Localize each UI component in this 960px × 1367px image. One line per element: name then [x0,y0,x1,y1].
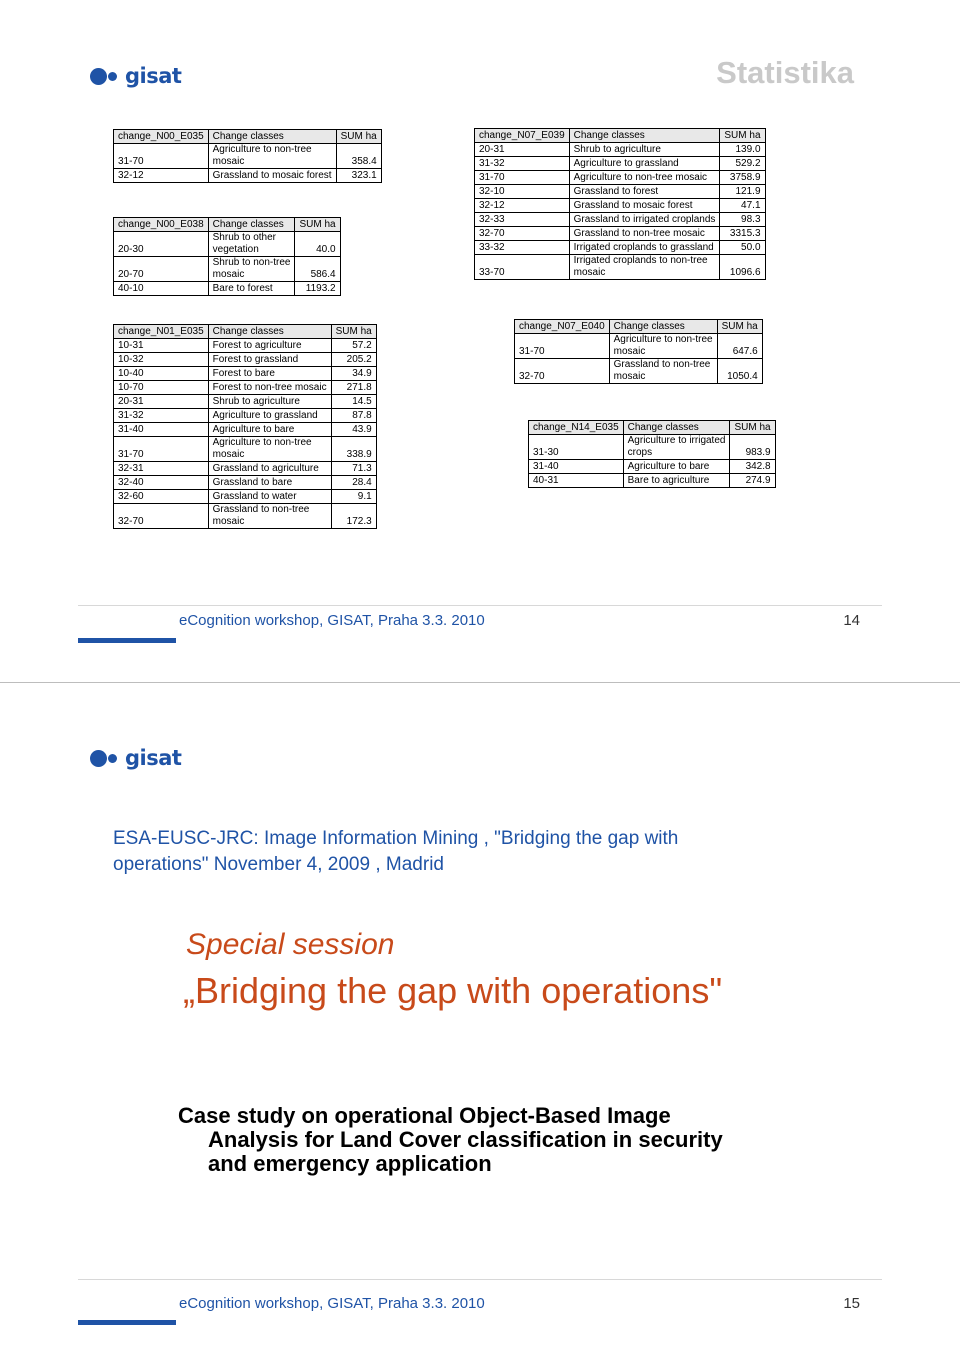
sum-ha-cell: 172.3 [331,504,376,529]
change-class-cell: Grassland to non-tree mosaic [569,227,720,241]
change-code-cell: 20-30 [114,232,209,257]
table-row [114,232,341,257]
table-row [475,143,766,157]
table-row [475,199,766,213]
change-class-cell: Irrigated croplands to non-tree mosaic [569,255,720,280]
sum-ha-cell: 586.4 [295,257,340,282]
footer-accent-bar [78,638,176,643]
table-row [114,353,377,367]
change-code-cell: 10-31 [114,339,209,353]
change-code-cell: 31-70 [515,334,610,359]
logo-dot-small [108,72,117,81]
stats-table [113,217,341,296]
change-code-cell: 31-32 [475,157,570,171]
sum-ha-cell: 9.1 [331,490,376,504]
change-class-cell: Agriculture to non-tree mosaic [208,144,336,169]
table-header-cell: Change classes [609,320,717,334]
change-class-cell: Forest to agriculture [208,339,331,353]
change-code-cell: 40-31 [529,474,624,488]
change-class-cell: Grassland to irrigated croplands [569,213,720,227]
sum-ha-cell: 205.2 [331,353,376,367]
table-row [475,255,766,280]
table-header-cell: SUM ha [730,421,775,435]
table-row [114,490,377,504]
logo-dot-large [90,68,107,85]
table-row [114,423,377,437]
table-row [114,504,377,529]
table-header-cell: change_N07_E040 [515,320,610,334]
case-study-title [178,1104,723,1176]
logo-dot-large [90,750,107,767]
table-row [475,171,766,185]
table-header-row [114,130,382,144]
change-class-cell: Grassland to non-tree mosaic [208,504,331,529]
change-code-cell: 32-70 [114,504,209,529]
conference-line: ESA-EUSC-JRC: Image Information Mining , "Bridging the gap with [113,828,679,849]
table-header-row [529,421,776,435]
table-row [114,339,377,353]
change-class-cell: Forest to bare [208,367,331,381]
change-code-cell: 32-40 [114,476,209,490]
table-header-cell: Change classes [208,130,336,144]
change-class-cell: Agriculture to grassland [208,409,331,423]
change-code-cell: 31-70 [114,437,209,462]
slide-title: Statistika [716,55,854,90]
change-class-cell: Grassland to bare [208,476,331,490]
table-header-cell: change_N00_E038 [114,218,209,232]
change-class-cell: Shrub to agriculture [208,395,331,409]
table-row [475,157,766,171]
change-class-cell: Grassland to water [208,490,331,504]
sum-ha-cell: 983.9 [730,435,775,460]
table-row [114,257,341,282]
table-header-cell: SUM ha [717,320,762,334]
table-row [529,435,776,460]
change-class-cell: Agriculture to irrigated crops [623,435,730,460]
change-code-cell: 31-70 [114,144,209,169]
table-row [114,409,377,423]
sum-ha-cell: 647.6 [717,334,762,359]
table-header-cell: change_N01_E035 [114,325,209,339]
session-label: Special session [186,928,395,961]
table-row [114,476,377,490]
change-code-cell: 31-40 [114,423,209,437]
change-class-cell: Shrub to other vegetation [208,232,295,257]
sum-ha-cell: 323.1 [336,169,381,183]
table-header-cell: SUM ha [295,218,340,232]
change-class-cell: Grassland to agriculture [208,462,331,476]
case-line: Case study on operational Object-Based Image [178,1103,671,1128]
table-row [114,462,377,476]
change-code-cell: 20-31 [114,395,209,409]
table-row [475,227,766,241]
sum-ha-cell: 358.4 [336,144,381,169]
sum-ha-cell: 14.5 [331,395,376,409]
change-class-cell: Shrub to agriculture [569,143,720,157]
change-code-cell: 32-70 [475,227,570,241]
change-class-cell: Grassland to forest [569,185,720,199]
table-row [475,185,766,199]
sum-ha-cell: 121.9 [720,185,765,199]
change-code-cell: 33-32 [475,241,570,255]
stats-table [474,128,766,280]
table-header-cell: Change classes [208,218,295,232]
change-class-cell: Bare to agriculture [623,474,730,488]
change-code-cell: 32-10 [475,185,570,199]
footer-text: eCognition workshop, GISAT, Praha 3.3. 2010 [179,612,485,629]
table-row [114,437,377,462]
change-class-cell: Agriculture to non-tree mosaic [569,171,720,185]
stats-table [514,319,763,384]
slide-14 [0,0,960,682]
footer-text: eCognition workshop, GISAT, Praha 3.3. 2010 [179,1295,485,1312]
sum-ha-cell: 40.0 [295,232,340,257]
change-class-cell: Grassland to mosaic forest [208,169,336,183]
table-header-cell: Change classes [623,421,730,435]
stats-table [113,324,377,529]
table-row [114,395,377,409]
case-line: and emergency application [208,1151,492,1176]
table-row [475,241,766,255]
table-header-cell: SUM ha [331,325,376,339]
page-number: 14 [843,612,860,629]
logo-text: gisat [125,746,182,770]
change-class-cell: Agriculture to grassland [569,157,720,171]
table-header-cell: change_N00_E035 [114,130,209,144]
sum-ha-cell: 71.3 [331,462,376,476]
sum-ha-cell: 3315.3 [720,227,765,241]
change-code-cell: 31-40 [529,460,624,474]
change-class-cell: Forest to grassland [208,353,331,367]
sum-ha-cell: 28.4 [331,476,376,490]
table-row [114,282,341,296]
table-header-row [114,325,377,339]
stats-table [528,420,776,488]
stats-table [113,129,382,183]
change-code-cell: 31-32 [114,409,209,423]
table-header-cell: Change classes [569,129,720,143]
change-class-cell: Irrigated croplands to grassland [569,241,720,255]
sum-ha-cell: 34.9 [331,367,376,381]
change-code-cell: 32-70 [515,359,610,384]
table-header-cell: change_N14_E035 [529,421,624,435]
sum-ha-cell: 274.9 [730,474,775,488]
sum-ha-cell: 338.9 [331,437,376,462]
sum-ha-cell: 3758.9 [720,171,765,185]
table-header-row [114,218,341,232]
conference-info [113,826,833,878]
change-code-cell: 31-30 [529,435,624,460]
table-row [529,460,776,474]
table-row [515,334,763,359]
conference-line: operations" November 4, 2009 , Madrid [113,854,444,875]
change-code-cell: 20-70 [114,257,209,282]
change-class-cell: Agriculture to bare [623,460,730,474]
table-header-cell: SUM ha [720,129,765,143]
change-class-cell: Grassland to non-tree mosaic [609,359,717,384]
sum-ha-cell: 57.2 [331,339,376,353]
change-code-cell: 33-70 [475,255,570,280]
page-divider [0,682,960,683]
sum-ha-cell: 139.0 [720,143,765,157]
change-class-cell: Agriculture to non-tree mosaic [208,437,331,462]
change-class-cell: Agriculture to non-tree mosaic [609,334,717,359]
change-class-cell: Bare to forest [208,282,295,296]
change-code-cell: 32-33 [475,213,570,227]
footer-divider [78,605,882,606]
change-class-cell: Agriculture to bare [208,423,331,437]
change-code-cell: 10-40 [114,367,209,381]
change-code-cell: 32-12 [114,169,209,183]
change-class-cell: Grassland to mosaic forest [569,199,720,213]
table-header-row [515,320,763,334]
gisat-logo [90,748,181,769]
sum-ha-cell: 1050.4 [717,359,762,384]
sum-ha-cell: 43.9 [331,423,376,437]
change-code-cell: 32-12 [475,199,570,213]
table-header-cell: Change classes [208,325,331,339]
table-header-row [475,129,766,143]
sum-ha-cell: 47.1 [720,199,765,213]
table-row [529,474,776,488]
change-code-cell: 10-70 [114,381,209,395]
table-row [114,144,382,169]
change-class-cell: Shrub to non-tree mosaic [208,257,295,282]
table-header-cell: change_N07_E039 [475,129,570,143]
table-row [114,381,377,395]
sum-ha-cell: 271.8 [331,381,376,395]
change-class-cell: Forest to non-tree mosaic [208,381,331,395]
case-line: Analysis for Land Cover classification in security [208,1127,723,1152]
logo-text: gisat [125,64,182,88]
sum-ha-cell: 87.8 [331,409,376,423]
sum-ha-cell: 50.0 [720,241,765,255]
footer-accent-bar [78,1320,176,1325]
change-code-cell: 32-60 [114,490,209,504]
table-row [114,169,382,183]
sum-ha-cell: 529.2 [720,157,765,171]
table-header-cell: SUM ha [336,130,381,144]
sum-ha-cell: 342.8 [730,460,775,474]
change-code-cell: 31-70 [475,171,570,185]
table-row [114,367,377,381]
slide-15 [0,684,960,1367]
sum-ha-cell: 1193.2 [295,282,340,296]
page-number: 15 [843,1295,860,1312]
change-code-cell: 32-31 [114,462,209,476]
change-code-cell: 10-32 [114,353,209,367]
session-title: „Bridging the gap with operations" [183,970,723,1011]
logo-dot-small [108,754,117,763]
gisat-logo [90,66,181,87]
footer-divider [78,1279,882,1280]
change-code-cell: 20-31 [475,143,570,157]
sum-ha-cell: 98.3 [720,213,765,227]
change-code-cell: 40-10 [114,282,209,296]
table-row [475,213,766,227]
table-row [515,359,763,384]
sum-ha-cell: 1096.6 [720,255,765,280]
